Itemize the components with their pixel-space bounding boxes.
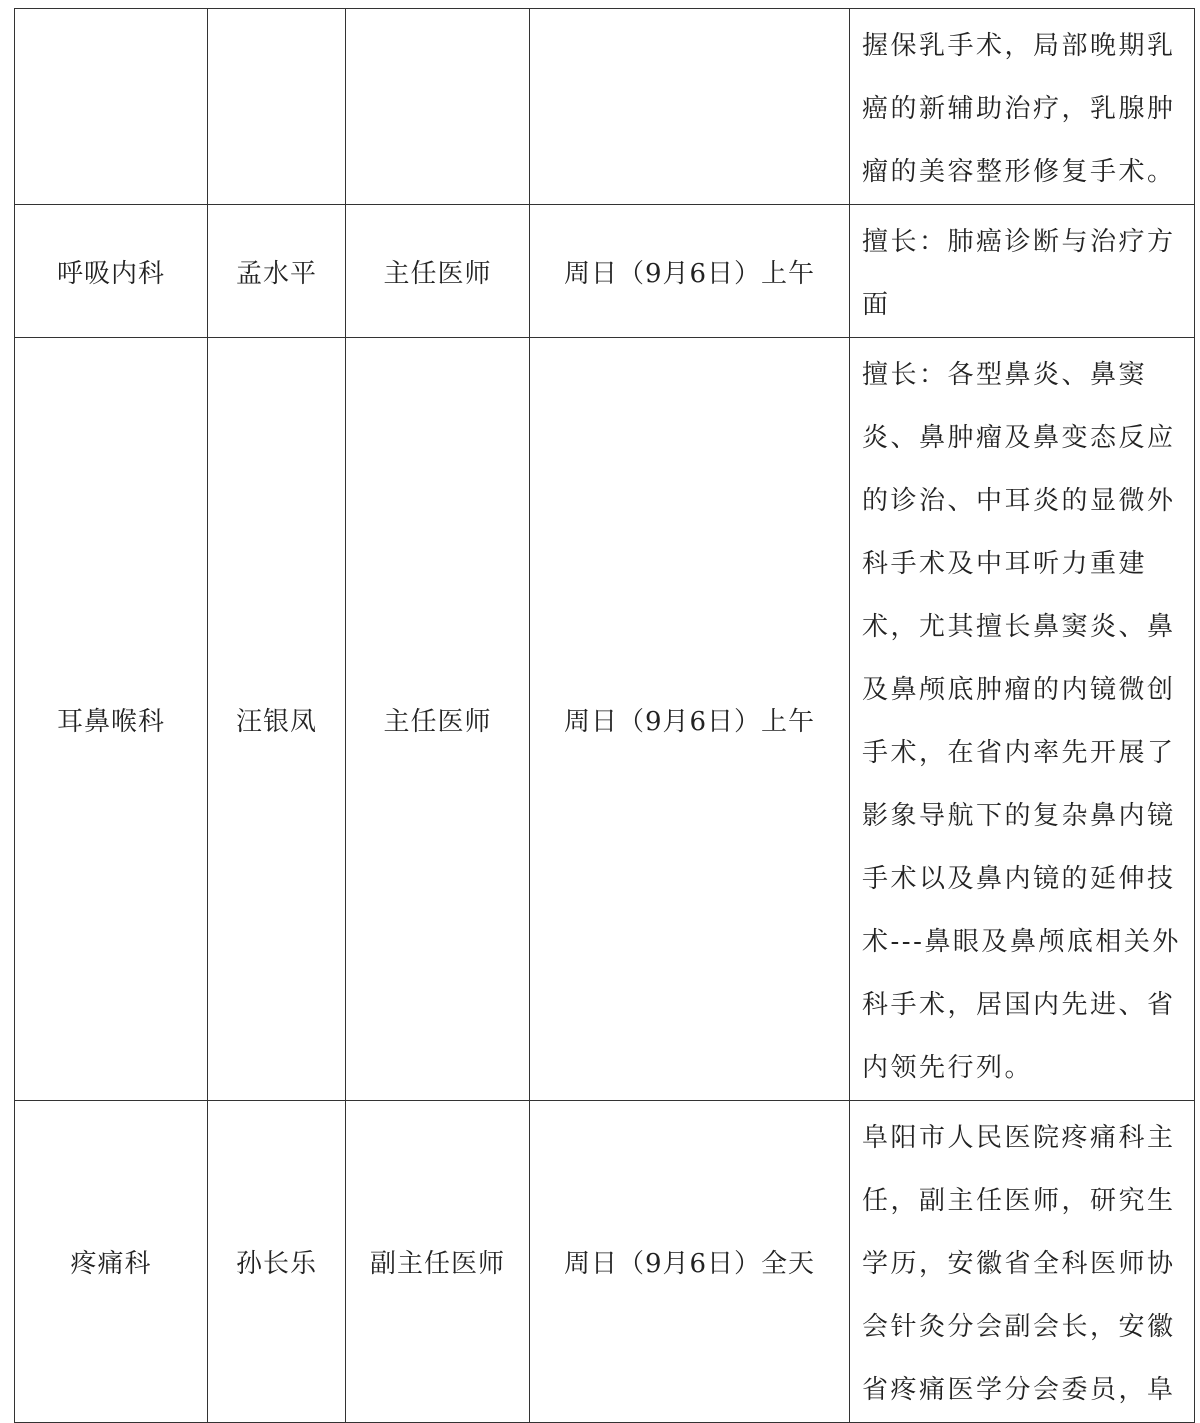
doctor-name-cell: 汪银凤 (208, 338, 346, 1101)
department-cell: 呼吸内科 (15, 205, 208, 338)
department-cell (15, 9, 208, 205)
table-row (15, 338, 1195, 1101)
table-row (15, 1101, 1195, 1423)
doctor-schedule-table (14, 8, 1195, 1423)
doctor-name-cell: 孟水平 (208, 205, 346, 338)
doctor-name-cell (208, 9, 346, 205)
doctor-title-cell: 副主任医师 (346, 1101, 530, 1423)
specialty-description-cell: 擅长：肺癌诊断与治疗方面 (850, 205, 1195, 338)
department-cell: 疼痛科 (15, 1101, 208, 1423)
table-row (15, 205, 1195, 338)
specialty-description-cell: 握保乳手术，局部晚期乳癌的新辅助治疗，乳腺肿瘤的美容整形修复手术。 (850, 9, 1195, 205)
specialty-description-cell: 阜阳市人民医院疼痛科主任，副主任医师，研究生学历，安徽省全科医师协会针灸分会副会长，安徽省疼痛医学分会委员，阜 (850, 1101, 1195, 1423)
clinic-time-cell (530, 9, 850, 205)
table-row (15, 9, 1195, 205)
clinic-time-cell: 周日（9月6日）上午 (530, 338, 850, 1101)
doctor-title-cell: 主任医师 (346, 338, 530, 1101)
specialty-description-cell: 擅长：各型鼻炎、鼻窦炎、鼻肿瘤及鼻变态反应的诊治、中耳炎的显微外科手术及中耳听力重建术，尤其擅长鼻窦炎、鼻及鼻颅底肿瘤的内镜微创手术，在省内率先开展了影象导航下的复杂鼻内镜手术以及鼻内镜的延伸技术---鼻眼及鼻颅底相关外科手术，居国内先进、省内领先行列。 (850, 338, 1195, 1101)
clinic-time-cell: 周日（9月6日）上午 (530, 205, 850, 338)
doctor-title-cell (346, 9, 530, 205)
doctor-name-cell: 孙长乐 (208, 1101, 346, 1423)
clinic-time-cell: 周日（9月6日）全天 (530, 1101, 850, 1423)
doctor-title-cell: 主任医师 (346, 205, 530, 338)
department-cell: 耳鼻喉科 (15, 338, 208, 1101)
